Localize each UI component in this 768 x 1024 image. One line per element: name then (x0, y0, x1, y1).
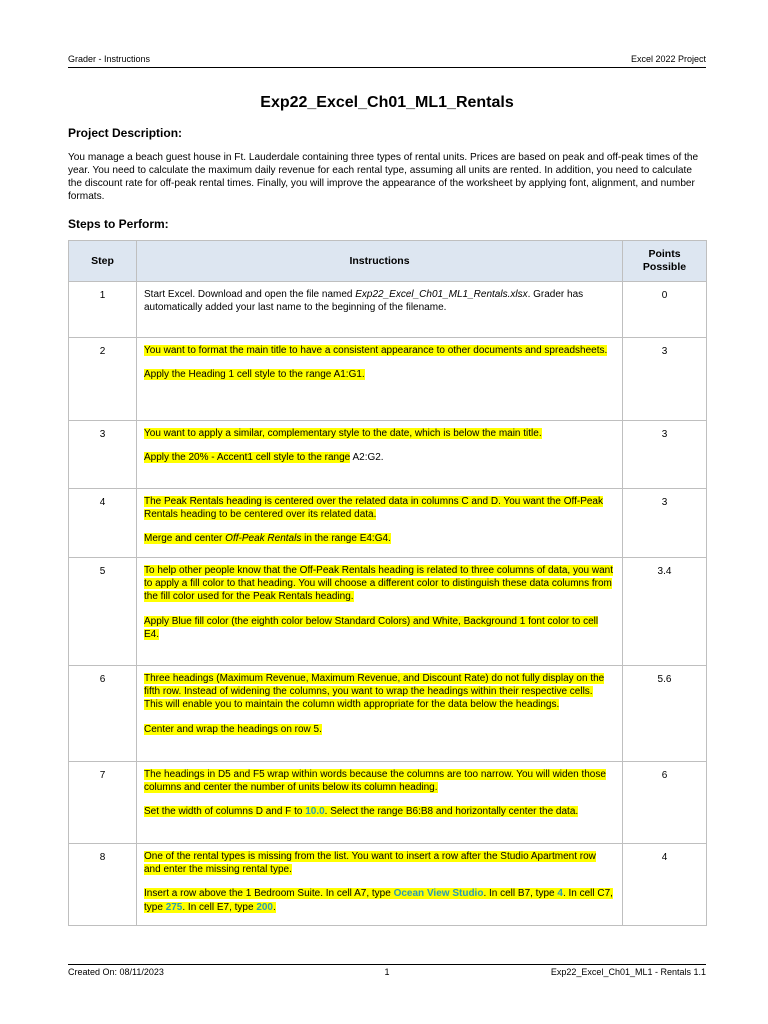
text-run: Off-Peak Rentals (225, 533, 302, 545)
document-page (68, 0, 706, 1024)
text-run: Apply Blue fill color (the eighth color below Standard Colors) and White, Background 1 font color to cell E4. (144, 615, 599, 640)
step-number: 3 (69, 421, 137, 489)
footer-page-number: 1 (384, 967, 390, 977)
document-title: Exp22_Excel_Ch01_ML1_Rentals (260, 94, 514, 111)
table-row (69, 666, 707, 762)
typed-value: 200 (256, 901, 273, 913)
step-instructions (137, 421, 623, 489)
footer-created-on: Created On: 08/11/2023 (68, 967, 164, 977)
step-instructions (137, 844, 623, 926)
instruction-paragraph (144, 564, 614, 604)
instruction-paragraph (144, 495, 614, 521)
table-row (69, 762, 707, 844)
typed-value: 275 (165, 901, 183, 913)
text-run: You want to format the main title to have a consistent appearance to other documents and spreadsheets. (144, 345, 608, 356)
text-run: in the range E4:G4. (301, 533, 391, 545)
text-run: Three headings (Maximum Revenue, Maximum Revenue, and Discount Rate) do not fully display on the fifth row. Instead of widening the columns, you want to wrap the headings within their respective cells. This will enable you to maintain the column width appropriate for the data below the headings. (144, 673, 605, 711)
table-header-row (69, 241, 707, 282)
step-points: 4 (623, 844, 707, 926)
text-run: A2:G2. (350, 452, 384, 464)
text-run: Apply the Heading 1 cell style to the range A1:G1. (144, 369, 365, 381)
step-number: 5 (69, 558, 137, 666)
step-number: 1 (69, 282, 137, 338)
text-run: . In cell B7, type (483, 888, 558, 900)
instruction-paragraph (144, 344, 614, 357)
col-instructions-header: Instructions (137, 241, 623, 282)
text-run: . (273, 901, 276, 913)
col-step-header: Step (69, 241, 137, 282)
text-run: One of the rental types is missing from the list. You want to insert a row after the Studio Apartment row and enter the missing rental type. (144, 851, 596, 876)
text-run: Start Excel. Download and open the file named (144, 289, 356, 300)
table-row (69, 558, 707, 666)
instruction-paragraph (144, 532, 614, 545)
instruction-paragraph (144, 615, 614, 641)
table-row (69, 338, 707, 421)
project-description-heading: Project Description: (68, 126, 183, 140)
table-row (69, 844, 707, 926)
points-header-line1: Points (648, 248, 681, 260)
text-run: . Select the range B6:B8 and horizontally center the data. (324, 806, 579, 818)
instruction-paragraph (144, 805, 614, 818)
text-run: To help other people know that the Off-Peak Rentals heading is related to three columns of data, you want to apply a fill color to that heading. You will choose a different color to distinguish these data columns from the fill color used for the Peak Rentals heading. (144, 565, 613, 603)
step-instructions (137, 666, 623, 762)
step-number: 7 (69, 762, 137, 844)
text-run: Set the width of columns D and F to (144, 806, 306, 818)
text-run: . Grader has automatically added your last name to the beginning of the filename. (144, 289, 584, 314)
instruction-paragraph (144, 768, 614, 794)
instruction-paragraph (144, 723, 614, 736)
instruction-paragraph (144, 850, 614, 876)
step-number: 4 (69, 489, 137, 558)
footer-rule (68, 964, 706, 965)
header-rule (68, 67, 706, 68)
step-points: 3 (623, 489, 707, 558)
text-run: You want to apply a similar, complementary style to the date, which is below the main title. (144, 428, 542, 439)
header-right: Excel 2022 Project (630, 54, 706, 64)
step-instructions (137, 338, 623, 421)
table-row (69, 282, 707, 338)
table-row (69, 421, 707, 489)
text-run: Apply the 20% - Accent1 cell style to the range (144, 452, 351, 464)
text-run: . In cell C7, type (144, 888, 613, 913)
instruction-paragraph (144, 427, 614, 440)
col-points-header (623, 241, 707, 282)
filename-text: Exp22_Excel_Ch01_ML1_Rentals.xlsx (355, 289, 528, 300)
instruction-paragraph (144, 887, 614, 913)
step-points: 6 (623, 762, 707, 844)
text-run: The headings in D5 and F5 wrap within words because the columns are too narrow. You will widen those columns and center the number of units below its column heading. (144, 769, 606, 794)
header-left: Grader - Instructions (68, 54, 151, 64)
step-instructions (137, 558, 623, 666)
step-points: 3 (623, 421, 707, 489)
instruction-paragraph (144, 288, 614, 314)
step-points: 3.4 (623, 558, 707, 666)
typed-value: 10.0 (305, 806, 325, 818)
step-points: 5.6 (623, 666, 707, 762)
typed-value: 4 (557, 888, 563, 900)
text-run: Merge and center (144, 533, 226, 545)
step-points: 3 (623, 338, 707, 421)
typed-value: Ocean View Studio (393, 888, 484, 900)
step-number: 2 (69, 338, 137, 421)
text-run: Insert a row above the 1 Bedroom Suite. In cell A7, type (144, 888, 394, 900)
project-description-text: You manage a beach guest house in Ft. Lauderdale containing three types of rental units. Prices are based on peak and off-peak times of the year. You need to calculate the maximum daily revenue for each rental type, assuming all units are rented. In addition, you need to calculate the discount rate for off-peak rental times. Finally, you will improve the appearance of the worksheet by applying font, alignment, and number formats. (68, 152, 699, 203)
step-instructions (137, 489, 623, 558)
instruction-paragraph (144, 672, 614, 712)
step-instructions (137, 282, 623, 338)
text-run: Center and wrap the headings on row 5. (144, 723, 322, 735)
step-points: 0 (623, 282, 707, 338)
points-header-line2: Possible (642, 261, 687, 273)
steps-table (68, 240, 707, 926)
footer-doc-id: Exp22_Excel_Ch01_ML1 - Rentals 1.1 (550, 967, 706, 977)
text-run: . In cell E7, type (182, 901, 257, 913)
step-instructions (137, 762, 623, 844)
table-row (69, 489, 707, 558)
step-number: 6 (69, 666, 137, 762)
step-number: 8 (69, 844, 137, 926)
text-run: The Peak Rentals heading is centered over the related data in columns C and D. You want the Off-Peak Rentals heading to be centered over its related data. (144, 496, 603, 521)
instruction-paragraph (144, 368, 614, 381)
steps-heading: Steps to Perform: (68, 217, 169, 231)
instruction-paragraph (144, 451, 614, 464)
